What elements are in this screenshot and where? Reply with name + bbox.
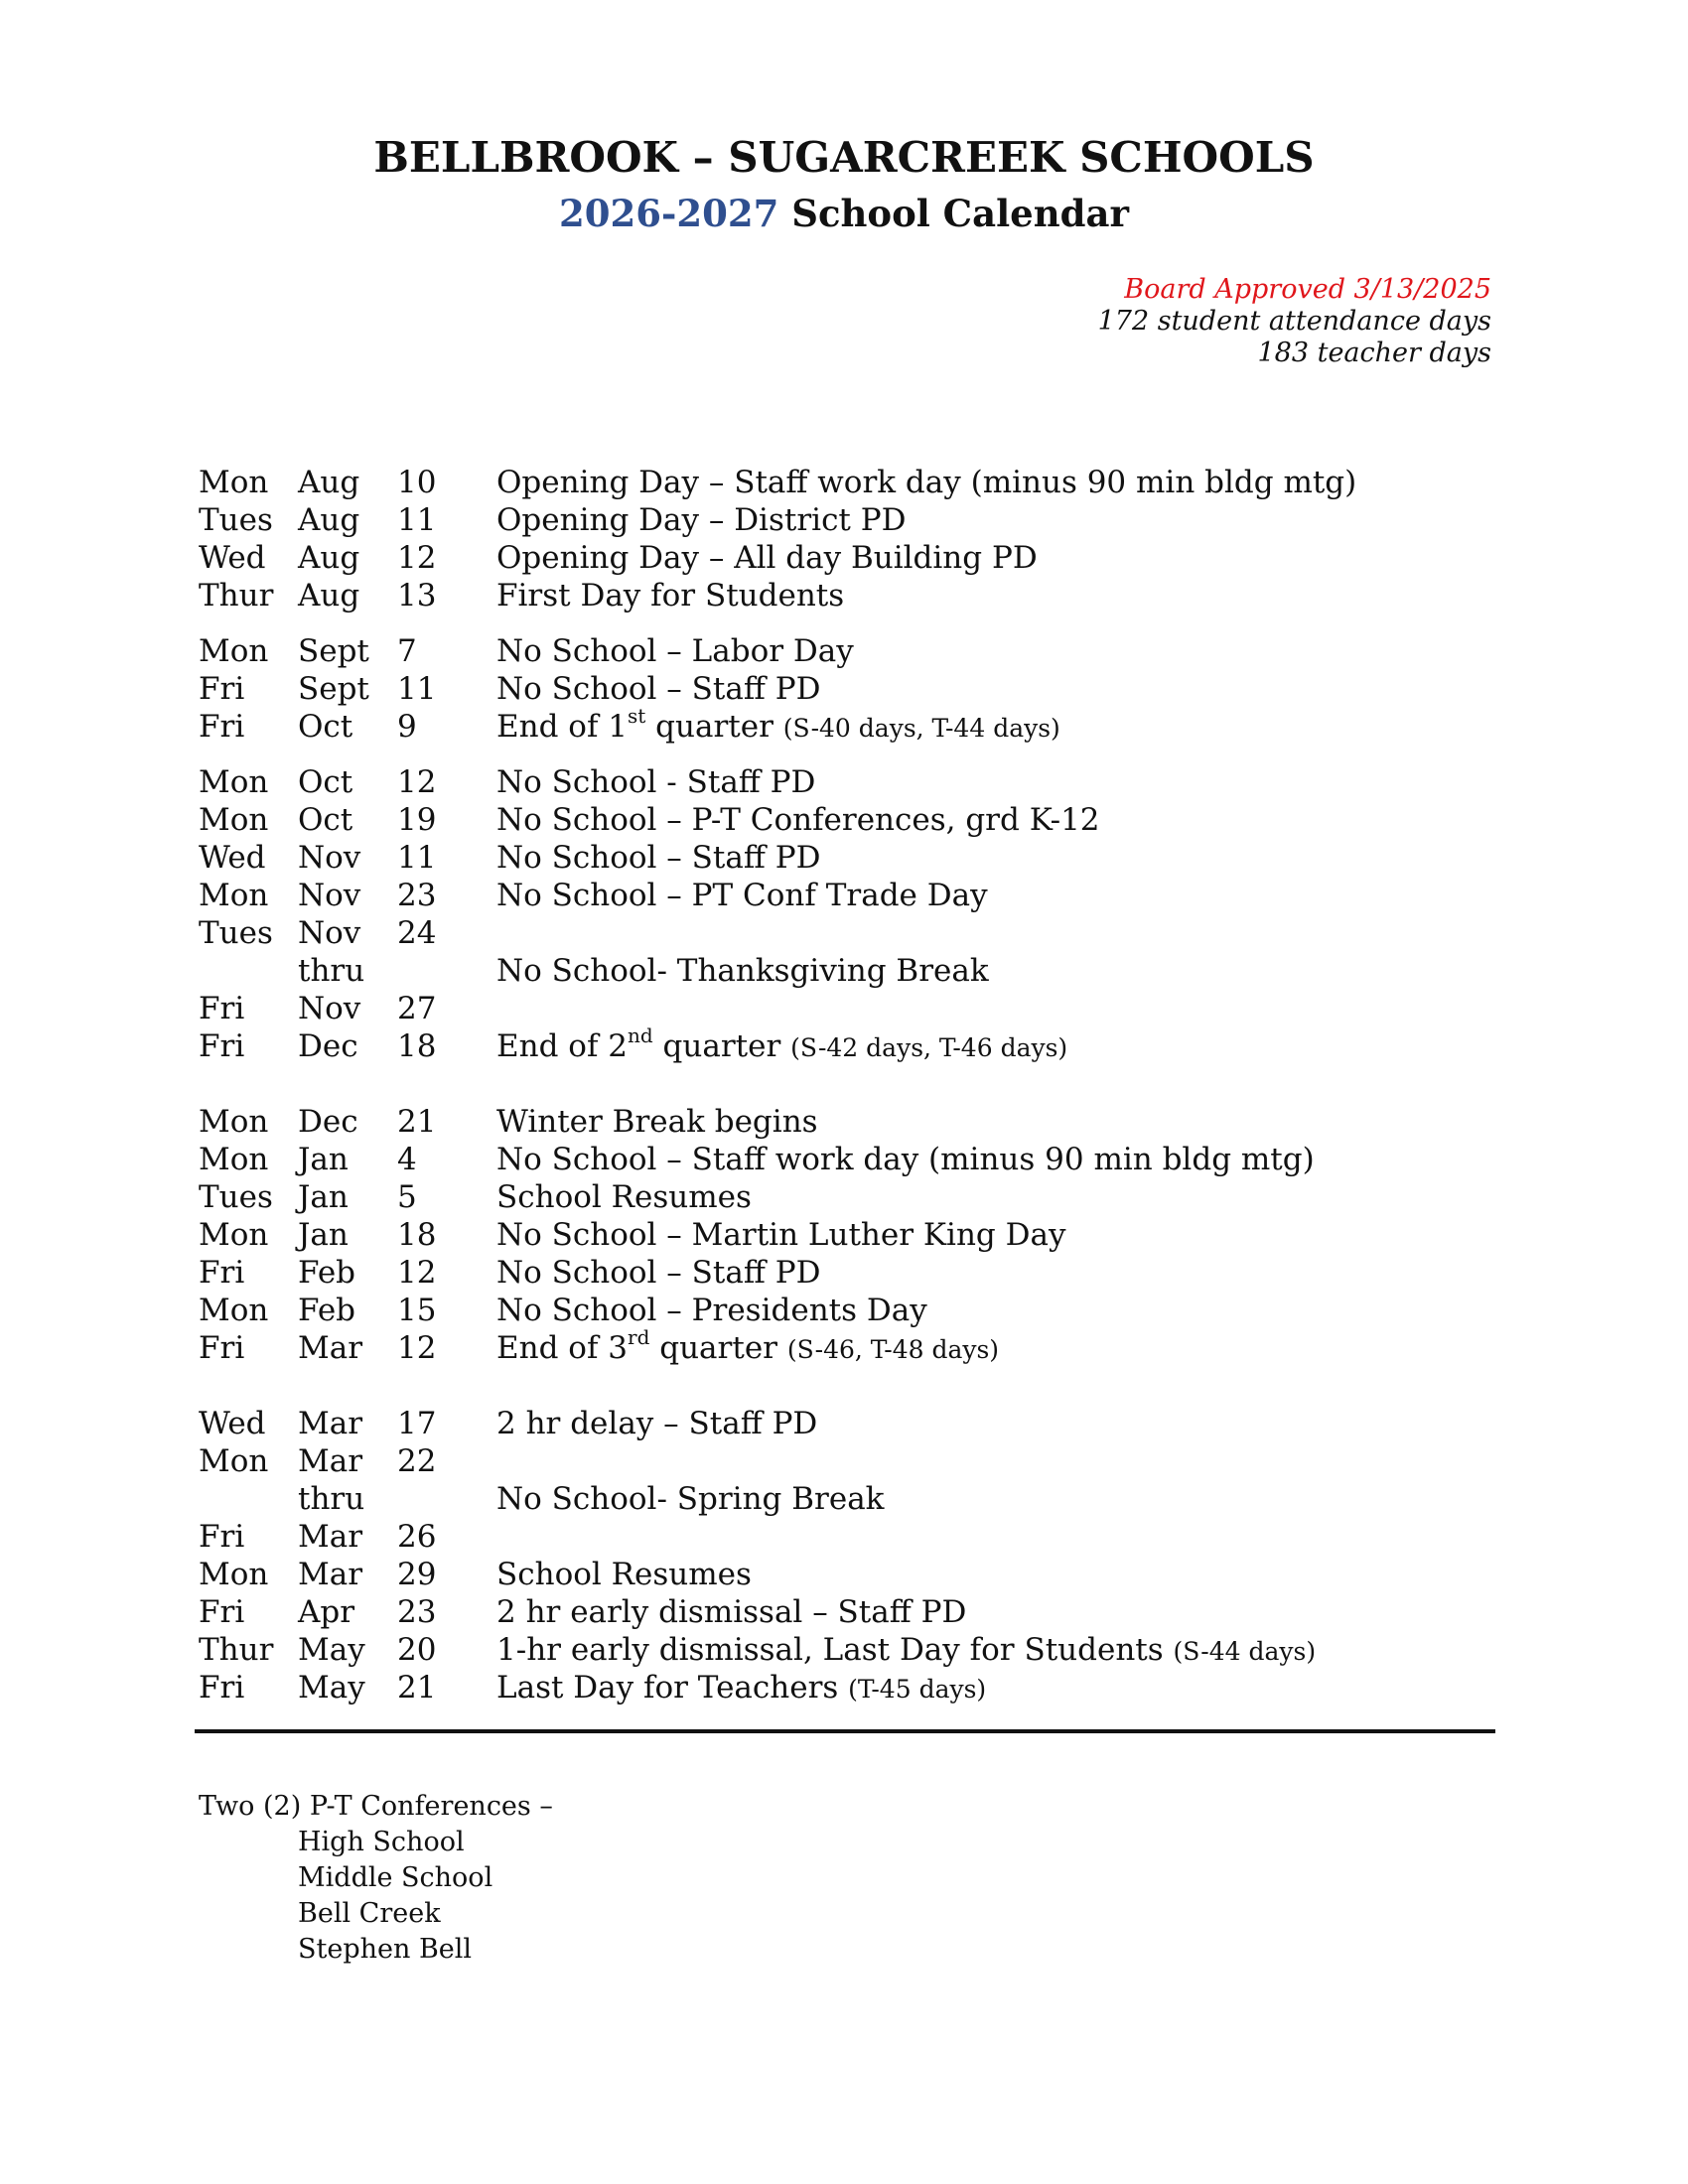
event-date: 11 [397, 671, 437, 707]
event-date: 24 [397, 915, 437, 951]
event-row [199, 839, 1489, 877]
event-description: First Day for Students [496, 578, 845, 614]
page-title: BELLBROOK – SUGARCREEK SCHOOLS [373, 133, 1315, 182]
event-day: Mon [199, 878, 269, 913]
event-date: 12 [397, 1255, 437, 1291]
event-day: Wed [199, 540, 266, 576]
event-day: Mon [199, 633, 269, 669]
event-month: thru [298, 1481, 365, 1517]
event-month: Jan [298, 1179, 349, 1215]
event-day: Mon [199, 802, 269, 838]
day-count-note: (S-44 days) [1173, 1637, 1317, 1666]
event-date: 23 [397, 1594, 437, 1630]
event-date: 26 [397, 1519, 437, 1555]
event-day: Fri [199, 1594, 245, 1630]
event-month: Nov [298, 840, 361, 876]
description-text: quarter [652, 1028, 791, 1064]
day-count-note: (T-45 days) [848, 1675, 987, 1704]
school-name: Middle School [298, 1862, 493, 1893]
event-row [199, 763, 1489, 801]
event-month: May [298, 1632, 365, 1668]
event-row [199, 1324, 1489, 1367]
event-description: School Resumes [496, 1179, 752, 1215]
description-text: End of 3 [496, 1330, 629, 1366]
event-row [199, 1556, 1489, 1593]
event-row [199, 539, 1489, 577]
event-row [199, 1405, 1489, 1442]
event-day: Mon [199, 465, 269, 500]
event-day: Mon [199, 1557, 269, 1592]
event-description: Opening Day – All day Building PD [496, 540, 1038, 576]
event-day: Fri [199, 991, 245, 1026]
event-row [199, 990, 1489, 1027]
event-day: Tues [199, 915, 273, 951]
event-description: School Resumes [496, 1557, 752, 1592]
event-row [199, 1669, 1489, 1706]
event-description: No School- Spring Break [496, 1481, 885, 1517]
event-date: 11 [397, 502, 437, 538]
event-date: 29 [397, 1557, 437, 1592]
event-row [199, 632, 1489, 670]
event-description: No School - Staff PD [496, 764, 816, 800]
event-day: Mon [199, 1104, 269, 1140]
event-month: Dec [298, 1028, 358, 1064]
student-days: 172 student attendance days [1097, 306, 1491, 337]
event-day: Thur [199, 578, 274, 614]
event-month: Oct [298, 802, 353, 838]
teacher-days: 183 teacher days [1257, 338, 1491, 368]
event-description: 2 hr delay – Staff PD [496, 1406, 818, 1441]
event-row [199, 1216, 1489, 1254]
event-row [199, 501, 1489, 539]
event-date: 12 [397, 540, 437, 576]
event-description: No School – P-T Conferences, grd K-12 [496, 802, 1100, 838]
event-month: Mar [298, 1557, 363, 1592]
event-month: Aug [298, 465, 360, 500]
event-date: 4 [397, 1142, 417, 1177]
event-description [496, 1023, 1068, 1067]
conference-note [199, 1789, 553, 1968]
event-date: 18 [397, 1028, 437, 1064]
ordinal-suffix: st [628, 703, 646, 728]
event-date: 27 [397, 991, 437, 1026]
event-day: Wed [199, 1406, 266, 1441]
event-date: 11 [397, 840, 437, 876]
event-description: No School – PT Conf Trade Day [496, 878, 988, 913]
event-month: Dec [298, 1104, 358, 1140]
event-row [199, 1480, 1489, 1518]
event-date: 21 [397, 1670, 437, 1706]
event-day: Mon [199, 1142, 269, 1177]
conference-heading: Two (2) P-T Conferences – [199, 1791, 553, 1822]
event-date: 12 [397, 764, 437, 800]
event-day: Mon [199, 764, 269, 800]
event-month: Oct [298, 764, 353, 800]
event-month: Aug [298, 578, 360, 614]
event-date: 12 [397, 1330, 437, 1366]
board-approval: Board Approved 3/13/2025 [1124, 274, 1491, 305]
event-description: 2 hr early dismissal – Staff PD [496, 1594, 967, 1630]
event-row [199, 877, 1489, 914]
event-row [199, 670, 1489, 708]
event-date: 22 [397, 1443, 437, 1479]
event-day: Mon [199, 1217, 269, 1253]
event-date: 20 [397, 1632, 437, 1668]
event-month: Mar [298, 1443, 363, 1479]
event-row [199, 577, 1489, 614]
event-description [496, 1669, 986, 1708]
event-date: 17 [397, 1406, 437, 1441]
event-day: Tues [199, 1179, 273, 1215]
event-date: 23 [397, 878, 437, 913]
description-text: End of 1 [496, 709, 629, 745]
subtitle-text: School Calendar [778, 192, 1129, 235]
event-row [199, 1631, 1489, 1669]
section-divider [195, 1729, 1495, 1733]
event-day: Fri [199, 709, 245, 745]
event-row [199, 801, 1489, 839]
description-text: quarter [645, 709, 783, 745]
event-date: 7 [397, 633, 417, 669]
event-row [199, 1178, 1489, 1216]
event-month: Aug [298, 540, 360, 576]
event-description: Winter Break begins [496, 1104, 818, 1140]
event-month: Apr [298, 1594, 355, 1630]
event-row [199, 703, 1489, 746]
event-day: Thur [199, 1632, 274, 1668]
event-month: Mar [298, 1519, 363, 1555]
event-date: 13 [397, 578, 437, 614]
event-month: May [298, 1670, 365, 1706]
event-date: 18 [397, 1217, 437, 1253]
event-description: Opening Day – Staff work day (minus 90 min bldg mtg) [496, 465, 1357, 500]
event-row [199, 1254, 1489, 1292]
event-description: No School – Staff work day (minus 90 min bldg mtg) [496, 1142, 1315, 1177]
approval-block [1098, 274, 1491, 369]
event-row [199, 1442, 1489, 1480]
event-day: Fri [199, 1330, 245, 1366]
event-list [199, 464, 1489, 1706]
event-row [199, 464, 1489, 501]
event-month: Sept [298, 671, 369, 707]
event-day: Mon [199, 1293, 269, 1328]
event-day: Fri [199, 671, 245, 707]
event-month: Mar [298, 1330, 363, 1366]
description-text: Last Day for Teachers [496, 1670, 849, 1706]
ordinal-suffix: rd [628, 1324, 650, 1349]
event-row [199, 1518, 1489, 1556]
day-count-note: (S-46, T-48 days) [786, 1335, 1000, 1364]
event-row [199, 1103, 1489, 1141]
event-month: Nov [298, 878, 361, 913]
event-row [199, 914, 1489, 952]
description-text: quarter [649, 1330, 787, 1366]
event-month: Aug [298, 502, 360, 538]
day-count-note: (S-40 days, T-44 days) [782, 714, 1060, 743]
event-date: 5 [397, 1179, 417, 1215]
event-date: 21 [397, 1104, 437, 1140]
event-month: Oct [298, 709, 353, 745]
event-row [199, 1141, 1489, 1178]
school-name: High School [298, 1827, 465, 1857]
event-day: Fri [199, 1519, 245, 1555]
event-month: Feb [298, 1255, 356, 1291]
event-description [496, 1631, 1316, 1671]
event-date: 9 [397, 709, 417, 745]
event-description [496, 1324, 1000, 1369]
event-day: Fri [199, 1255, 245, 1291]
event-day: Wed [199, 840, 266, 876]
page-subtitle [0, 192, 1688, 235]
event-description: No School – Labor Day [496, 633, 854, 669]
event-date: 10 [397, 465, 437, 500]
event-day: Mon [199, 1443, 269, 1479]
event-month: thru [298, 953, 365, 989]
school-name: Bell Creek [298, 1898, 441, 1929]
event-month: Jan [298, 1217, 349, 1253]
event-day: Fri [199, 1028, 245, 1064]
event-row [199, 952, 1489, 990]
event-row [199, 1292, 1489, 1329]
description-text: End of 2 [496, 1028, 629, 1064]
event-month: Nov [298, 991, 361, 1026]
event-date: 19 [397, 802, 437, 838]
event-description: Opening Day – District PD [496, 502, 907, 538]
event-month: Jan [298, 1142, 349, 1177]
description-text: 1-hr early dismissal, Last Day for Students [496, 1632, 1174, 1668]
event-row [199, 1593, 1489, 1631]
school-year: 2026-2027 [559, 192, 779, 235]
event-month: Mar [298, 1406, 363, 1441]
event-description: No School – Staff PD [496, 671, 821, 707]
event-date: 15 [397, 1293, 437, 1328]
event-day: Fri [199, 1670, 245, 1706]
event-month: Feb [298, 1293, 356, 1328]
event-description: No School- Thanksgiving Break [496, 953, 989, 989]
event-row [199, 1023, 1489, 1065]
day-count-note: (S-42 days, T-46 days) [790, 1033, 1068, 1062]
event-description: No School – Staff PD [496, 1255, 821, 1291]
event-day: Tues [199, 502, 273, 538]
event-description: No School – Martin Luther King Day [496, 1217, 1066, 1253]
event-description [496, 703, 1060, 748]
event-month: Nov [298, 915, 361, 951]
school-name: Stephen Bell [298, 1934, 473, 1965]
event-description: No School – Presidents Day [496, 1293, 927, 1328]
ordinal-suffix: nd [628, 1023, 653, 1047]
event-month: Sept [298, 633, 369, 669]
event-description: No School – Staff PD [496, 840, 821, 876]
